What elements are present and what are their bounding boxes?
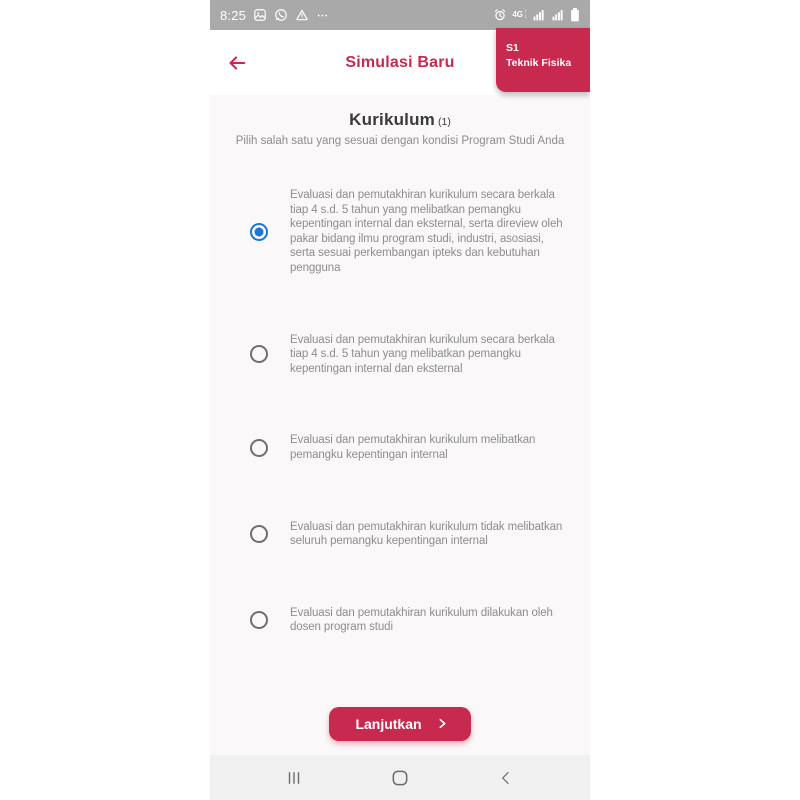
home-icon[interactable] xyxy=(382,760,418,796)
option-label: Evaluasi dan pemutakhiran kurikulum melibatkan pemangku kepentingan internal xyxy=(290,434,536,461)
status-bar-left xyxy=(220,8,329,23)
option-label: Evaluasi dan pemutakhiran kurikulum tidak melibatkan seluruh pemangku kepentingan internal xyxy=(290,520,563,548)
recents-icon[interactable] xyxy=(276,760,312,796)
program-studi-badge xyxy=(496,28,590,92)
status-bar-right xyxy=(493,8,580,22)
gallery-icon xyxy=(253,8,267,22)
section-counter: (1) xyxy=(438,116,451,128)
section-heading xyxy=(210,110,590,130)
radio-button[interactable] xyxy=(250,525,268,543)
option-row[interactable] xyxy=(250,433,590,462)
more-icon xyxy=(316,9,329,22)
status-time: 8:25 xyxy=(220,7,247,23)
page-title: Simulasi Baru xyxy=(345,53,455,71)
warning-icon xyxy=(295,8,309,22)
option-label: Evaluasi dan pemutakhiran kurikulum secara berkala tiap 4 s.d. 5 tahun yang melibatkan pemangku kepentingan internal dan eksternal, serta direview oleh pakar bidang ilmu program studi, industri, asosiasi, serta sesuai perkembangan ipteks dan kebutuhan pengguna xyxy=(290,189,563,274)
option-label: Evaluasi dan pemutakhiran kurikulum dilakukan oleh dosen program studi xyxy=(290,606,553,634)
navigation-bar xyxy=(210,755,590,800)
section-subtitle: Pilih salah satu yang sesuai dengan kondisi Program Studi Anda xyxy=(235,135,565,147)
battery-icon xyxy=(570,8,580,22)
badge-program: Teknik Fisika xyxy=(506,57,572,70)
option-row[interactable] xyxy=(250,520,590,549)
option-row[interactable] xyxy=(250,606,590,635)
signal-icon xyxy=(551,9,565,22)
phone-screen xyxy=(210,0,590,800)
content xyxy=(210,95,590,755)
alarm-icon xyxy=(493,8,507,22)
radio-button[interactable] xyxy=(250,611,268,629)
back-icon[interactable] xyxy=(488,760,524,796)
back-arrow-icon[interactable] xyxy=(222,48,252,78)
radio-button[interactable] xyxy=(250,345,268,363)
status-bar xyxy=(210,0,590,30)
network-4g-icon: 4G ↑ ↓ xyxy=(512,9,527,20)
signal-icon xyxy=(532,9,546,22)
chevron-right-icon xyxy=(436,717,449,730)
radio-button[interactable] xyxy=(250,223,268,241)
continue-label: Lanjutkan xyxy=(355,715,422,732)
option-row[interactable] xyxy=(250,188,590,276)
section-title: Kurikulum xyxy=(349,110,436,129)
options-list xyxy=(210,188,590,635)
badge-degree: S1 xyxy=(506,42,519,54)
option-label: Evaluasi dan pemutakhiran kurikulum secara berkala tiap 4 s.d. 5 tahun yang melibatkan pemangku kepentingan internal dan eksternal xyxy=(290,333,555,375)
whatsapp-icon xyxy=(274,8,288,22)
continue-button[interactable] xyxy=(329,707,470,741)
continue-wrap xyxy=(210,707,590,741)
option-row[interactable] xyxy=(250,333,590,377)
radio-button[interactable] xyxy=(250,439,268,457)
